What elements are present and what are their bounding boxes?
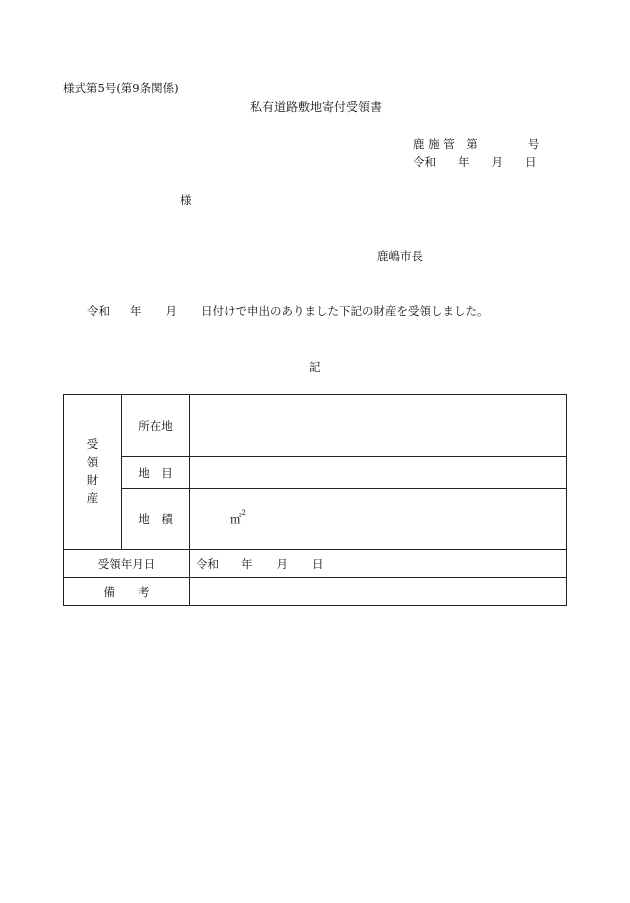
- property-table: [63, 394, 567, 606]
- group-label-char: 産: [86, 490, 99, 505]
- location-row: [64, 395, 567, 457]
- location-label: 所在地: [122, 395, 190, 457]
- form-label: 様式第5号(第9条関係): [63, 81, 179, 95]
- receipt-date-value: [190, 550, 567, 578]
- receipt-date-month: 月: [276, 556, 288, 571]
- land-area-value: [190, 489, 567, 550]
- received-property-label: [64, 395, 122, 550]
- issue-date-year: 年: [458, 155, 470, 169]
- receipt-date-year: 年: [241, 556, 253, 571]
- group-label-char: 財: [86, 473, 99, 487]
- category-row: [64, 457, 567, 489]
- issue-date-era: 令和: [413, 155, 436, 169]
- doc-number-suffix: 号: [527, 137, 540, 151]
- group-label-char: 受: [86, 437, 99, 452]
- receipt-date-row: [64, 550, 567, 578]
- issue-date: [413, 157, 537, 169]
- land-category-label: 地 目: [122, 457, 190, 489]
- land-area-label: 地 積: [122, 489, 190, 550]
- issuer: 鹿嶋市長: [377, 249, 423, 263]
- body-era: 令和: [87, 304, 110, 318]
- land-category-value: [190, 457, 567, 489]
- group-label-char: 領: [86, 455, 99, 470]
- receipt-date-label: 受領年月日: [64, 550, 190, 578]
- issue-date-month: 月: [491, 155, 503, 169]
- body-text: [87, 306, 489, 318]
- issue-date-day: 日: [525, 155, 537, 169]
- area-unit-superscript: 2: [241, 509, 246, 517]
- ki-heading: 記: [309, 360, 321, 374]
- doc-number-prefix: 鹿 施 管 第: [413, 137, 478, 151]
- remarks-value: [190, 578, 567, 606]
- body-sentence: 日付けで申出のありました下記の財産を受領しました。: [201, 304, 489, 318]
- body-year: 年: [130, 304, 142, 318]
- document-title: 私有道路敷地寄付受領書: [250, 100, 383, 114]
- location-value: [190, 395, 567, 457]
- addressee-suffix: 様: [180, 193, 192, 207]
- receipt-date-day: 日: [312, 556, 324, 571]
- body-month: 月: [165, 304, 177, 318]
- area-unit: ㎡: [230, 512, 242, 526]
- receipt-date-era: 令和: [196, 556, 219, 571]
- document-number: [413, 139, 539, 151]
- remarks-row: [64, 578, 567, 606]
- remarks-label: 備 考: [64, 578, 190, 606]
- area-row: [64, 489, 567, 550]
